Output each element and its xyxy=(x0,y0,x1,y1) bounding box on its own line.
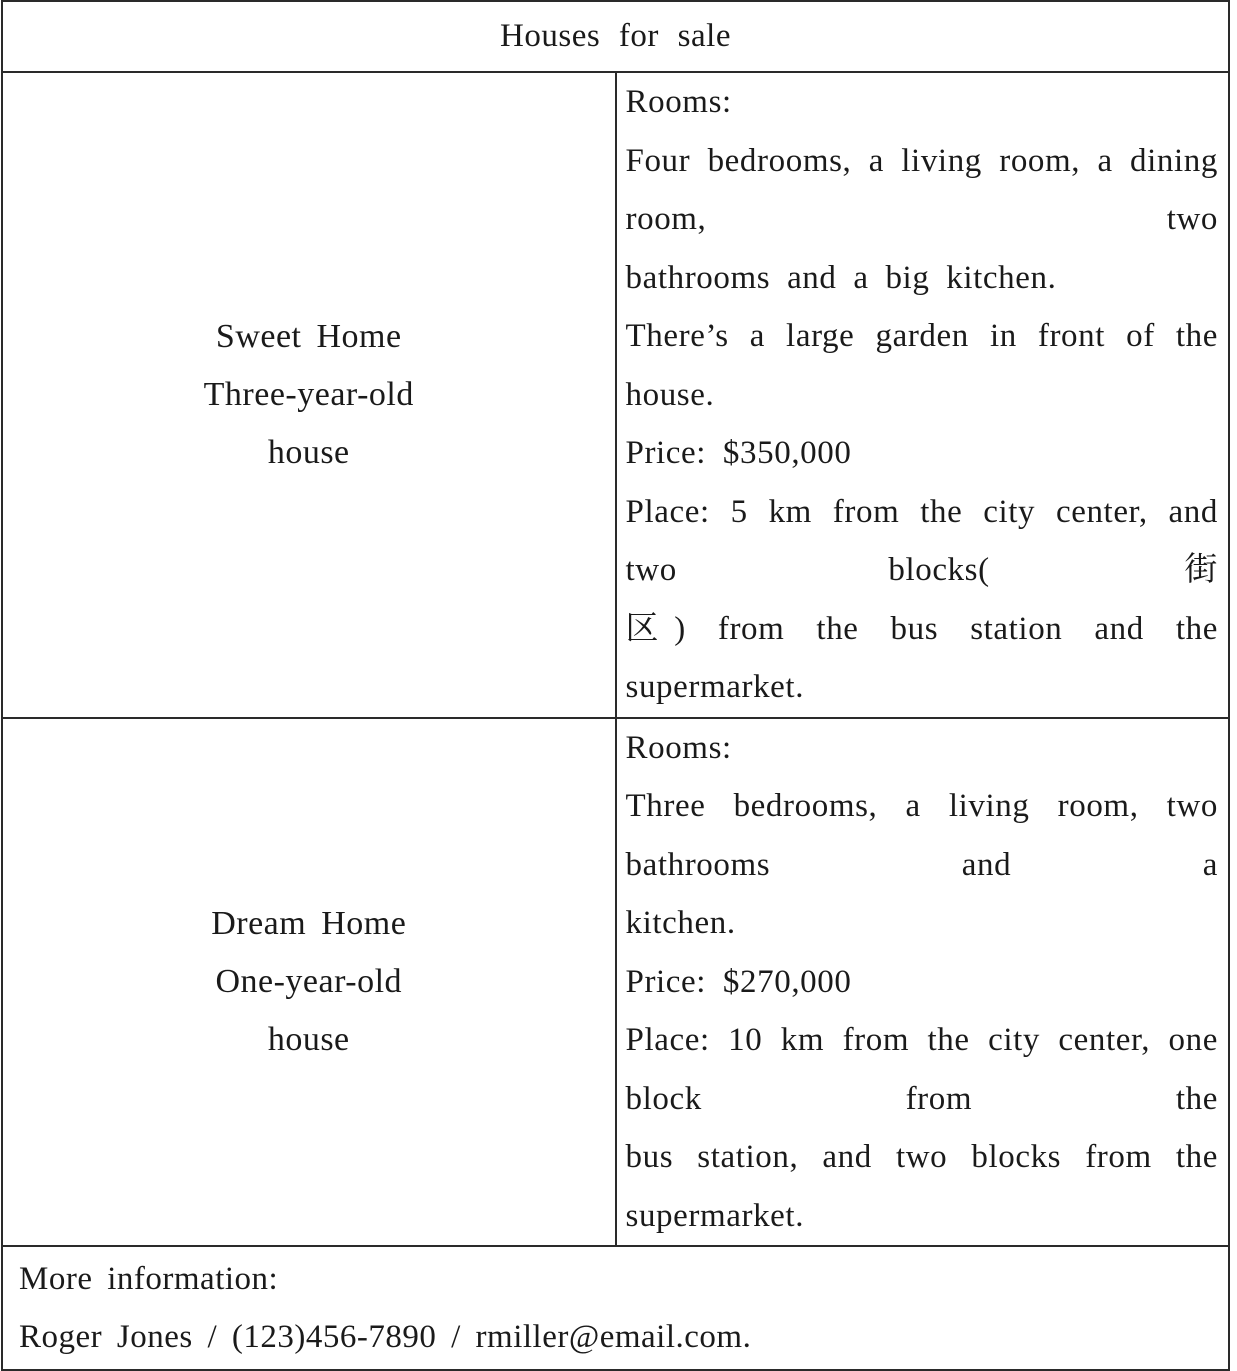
house-name: Sweet Home xyxy=(215,317,402,355)
house-row-sweet-home xyxy=(2,72,1229,718)
house-age: Three-year-old xyxy=(203,375,414,413)
place-line-2: 区) from the bus station and the supermarket. xyxy=(625,610,1218,705)
rooms-description-line-2: bathrooms and a big kitchen. xyxy=(625,259,1057,296)
house-type: house xyxy=(267,1020,350,1058)
rooms-description-line-1: Three bedrooms, a living room, two bathrooms and a xyxy=(625,788,1218,883)
rooms-label: Rooms: xyxy=(625,729,732,766)
house-row-dream-home xyxy=(2,718,1229,1247)
house-details-cell xyxy=(616,718,1230,1247)
more-information-cell xyxy=(2,1246,1229,1370)
place-line-1: Place: 10 km from the city center, one block from the xyxy=(625,1022,1218,1117)
more-information-label: More information: xyxy=(19,1261,279,1297)
rooms-description-line-1: Four bedrooms, a living room, a dining room, two xyxy=(625,142,1218,237)
garden-note: There’s a large garden in front of the house. xyxy=(625,318,1218,413)
place-line-2: bus station, and two blocks from the supermarket. xyxy=(625,1139,1218,1234)
house-name-cell xyxy=(2,718,616,1247)
table-title: Houses for sale xyxy=(2,1,1229,72)
house-type: house xyxy=(267,433,350,471)
place-line-1: Place: 5 km from the city center, and two blocks(街 xyxy=(625,493,1218,588)
price-text: Price: $350,000 xyxy=(625,435,852,471)
rooms-description-line-2: kitchen. xyxy=(625,905,736,941)
price-text: Price: $270,000 xyxy=(625,963,852,1000)
rooms-label: Rooms: xyxy=(625,84,732,120)
contact-details: Roger Jones / (123)456-7890 / rmiller@email.com. xyxy=(19,1319,752,1355)
house-age: One-year-old xyxy=(215,962,403,1000)
house-details-cell xyxy=(616,72,1230,718)
house-name-cell xyxy=(2,72,616,718)
houses-table xyxy=(1,0,1230,1371)
house-name: Dream Home xyxy=(211,904,407,942)
